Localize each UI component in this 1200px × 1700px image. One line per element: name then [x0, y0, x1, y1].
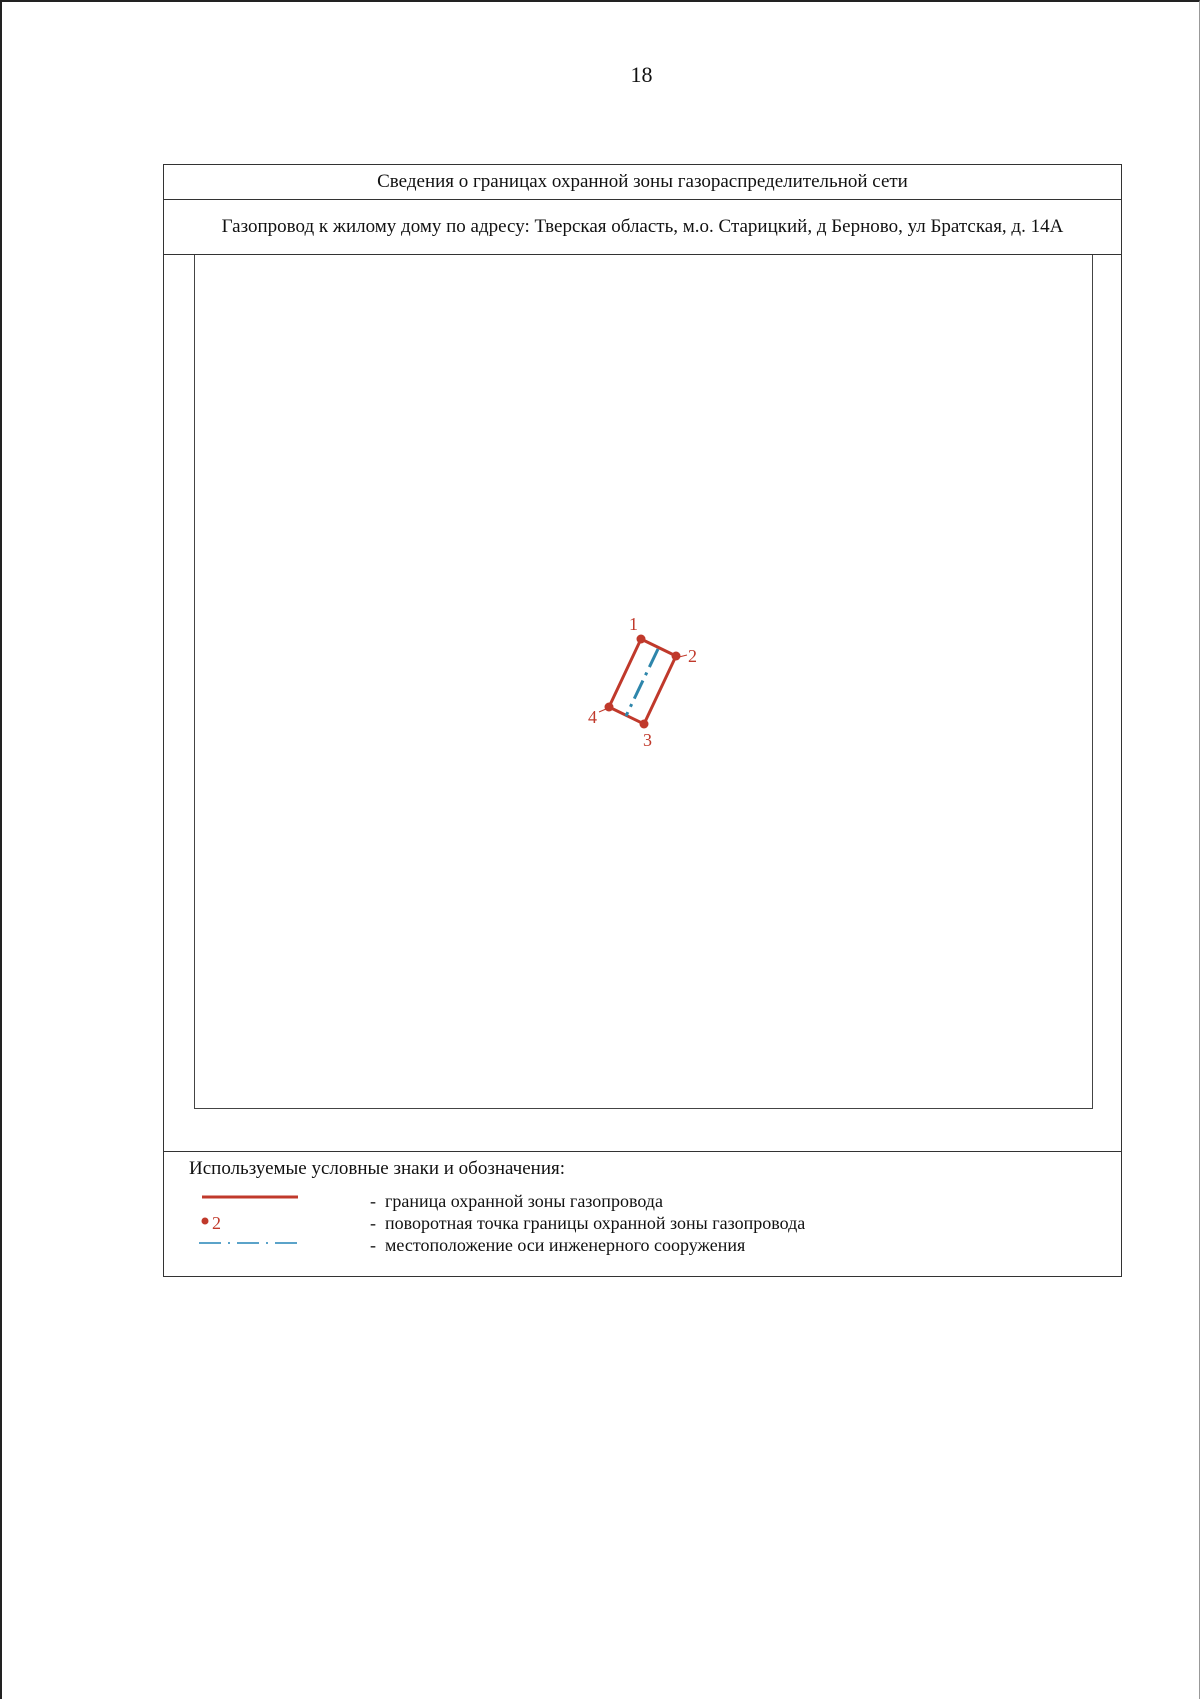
sheet-title: Сведения о границах охранной зоны газораспределительной сети — [164, 165, 1121, 200]
turning-point-4 — [605, 703, 614, 712]
legend — [164, 1151, 1121, 1277]
legend-item-point — [164, 1212, 1121, 1234]
turning-point-1 — [637, 635, 646, 644]
legend-title: Используемые условные знаки и обозначения: — [189, 1158, 566, 1179]
object-description: Газопровод к жилому дому по адресу: Тверская область, м.о. Старицкий, д Берново, ул Братская, д. 14А — [164, 200, 1121, 255]
point-label-3: 3 — [643, 730, 652, 750]
legend-item-boundary — [164, 1190, 1121, 1212]
point-label-1: 1 — [629, 614, 638, 634]
point-label-4: 4 — [588, 707, 597, 727]
leader-4 — [599, 709, 606, 712]
map-area — [194, 255, 1093, 1109]
point-symbol-label: 2 — [212, 1213, 221, 1233]
page-number: 18 — [630, 62, 653, 87]
turning-point-3 — [640, 720, 649, 729]
turning-point-2 — [672, 652, 681, 661]
protection-zone-sheet — [163, 164, 1122, 1277]
legend-text-point: - поворотная точка границы охранной зоны газопровода — [370, 1213, 806, 1233]
red-point-symbol — [199, 1212, 309, 1234]
blue-dash-dot-symbol — [199, 1234, 309, 1256]
zone-map — [195, 255, 1094, 1109]
point-label-2: 2 — [688, 646, 697, 666]
legend-text-boundary: - граница охранной зоны газопровода — [370, 1191, 663, 1211]
legend-text-axis: - местоположение оси инженерного сооружения — [370, 1235, 746, 1255]
red-line-symbol — [199, 1190, 309, 1212]
legend-item-axis — [164, 1234, 1121, 1256]
